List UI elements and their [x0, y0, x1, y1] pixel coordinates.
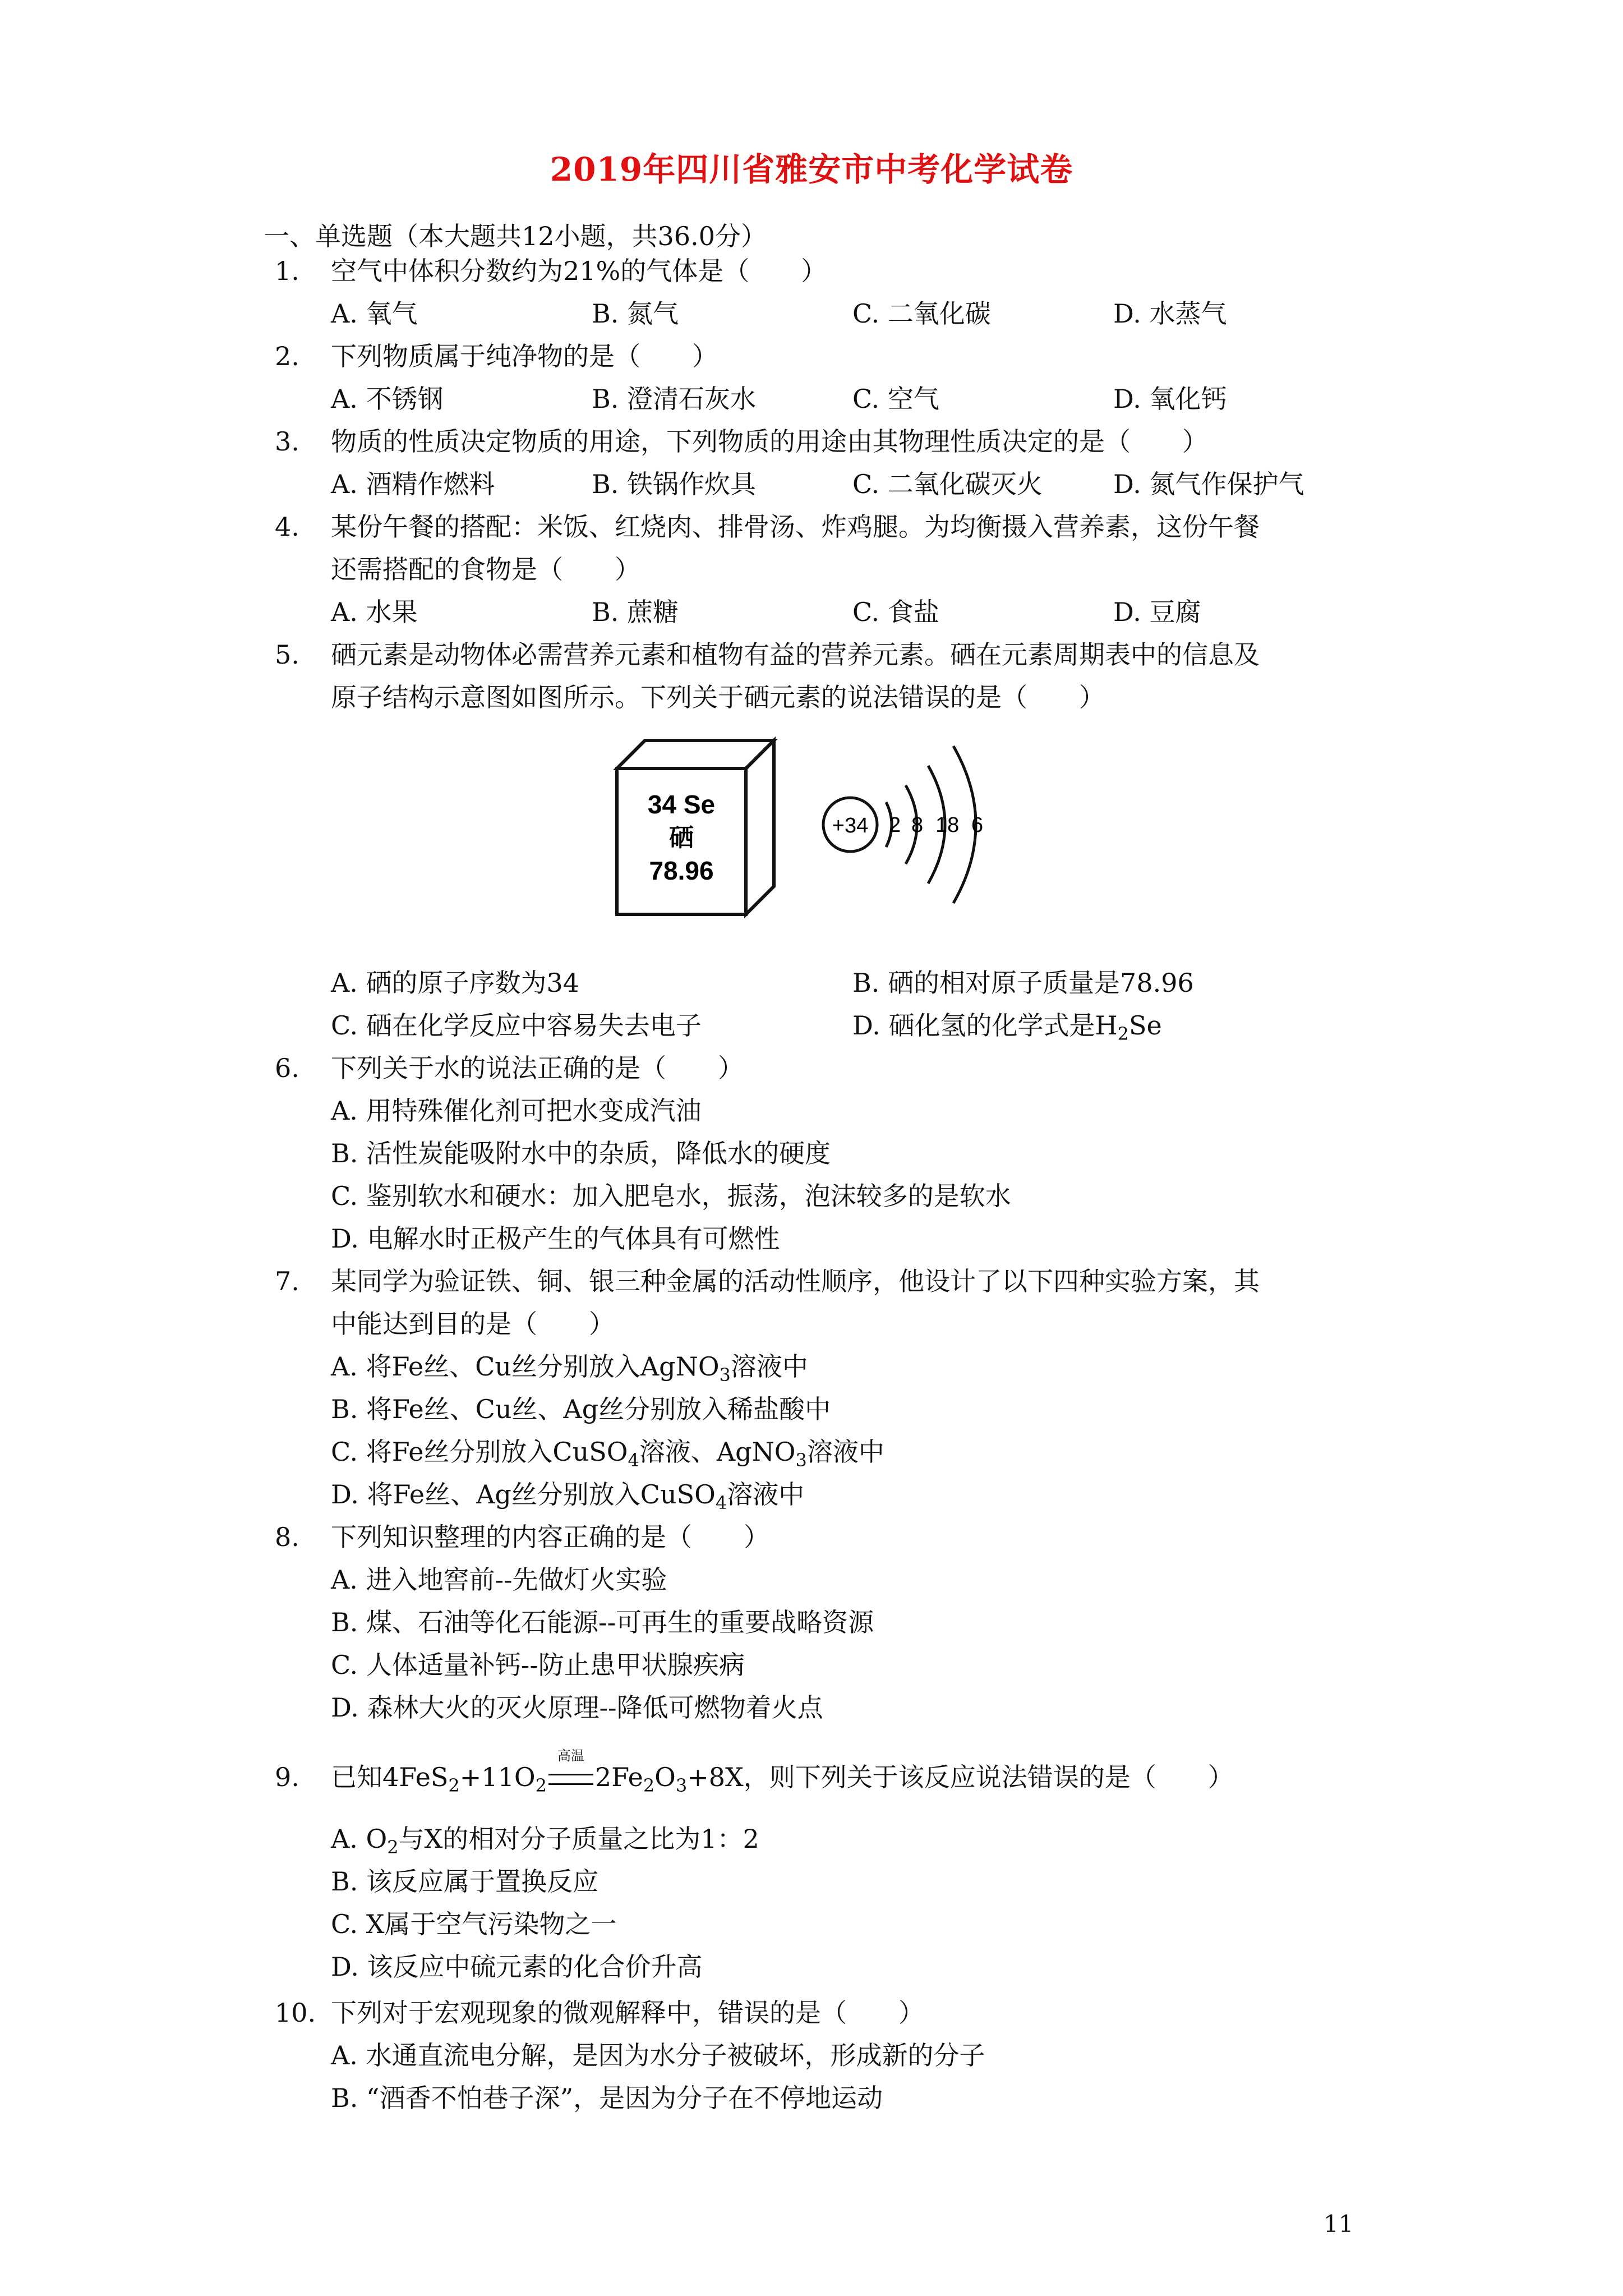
- option-a: A. 用特殊催化剂可把水变成汽油: [331, 1096, 702, 1126]
- question-number: 8.: [275, 1522, 299, 1552]
- question-stem-line-1: 某份午餐的搭配：米饭、红烧肉、排骨汤、炸鸡腿。为均衡摄入营养素，这份午餐: [331, 512, 1260, 542]
- question-4: [0, 505, 1623, 640]
- option-d: D. 豆腐: [1113, 597, 1201, 627]
- selenium-figure: [606, 729, 1009, 942]
- question-5-options: [0, 961, 1623, 1051]
- option-b: B. 该反应属于置换反应: [331, 1866, 599, 1897]
- option-d: D. 电解水时正极产生的气体具有可燃性: [331, 1223, 780, 1254]
- question-number: 4.: [275, 512, 299, 542]
- option-a: A. 水通直流电分解，是因为水分子被破坏，形成新的分子: [331, 2040, 985, 2070]
- option-a: A. 不锈钢: [331, 384, 444, 414]
- question-6: [0, 1047, 1623, 1266]
- option-d: D. 氮气作保护气: [1113, 469, 1304, 499]
- question-stem-line-2: 原子结构示意图如图所示。下列关于硒元素的说法错误的是（ ）: [331, 682, 1105, 712]
- question-9: [0, 1745, 1623, 2003]
- question-stem: 下列知识整理的内容正确的是（ ）: [331, 1522, 769, 1552]
- reaction-condition: 高温: [557, 1748, 584, 1764]
- option-a: A. 将Fe丝、Cu丝分别放入AgNO$_3$溶液中: [331, 1351, 808, 1386]
- element-symbol-line: 34 Se: [647, 790, 716, 819]
- option-b: B. 铁锅作炊具: [592, 469, 757, 499]
- option-d: D. 森林大火的灭火原理--降低可燃物着火点: [331, 1692, 823, 1723]
- option-b: B. 澄清石灰水: [592, 384, 757, 414]
- shell-4-electrons: 6: [971, 813, 984, 837]
- option-a: A. $O_2$与X的相对分子质量之比为1：2: [331, 1824, 759, 1858]
- option-c: C. 硒在化学反应中容易失去电子: [331, 1010, 702, 1041]
- question-stem: 下列对于宏观现象的微观解释中，错误的是（ ）: [331, 1998, 924, 2028]
- question-8: [0, 1516, 1623, 1734]
- option-b: B. 氮气: [592, 298, 679, 329]
- question-1: [0, 250, 1623, 339]
- option-a: A. 酒精作燃料: [331, 469, 495, 499]
- periodic-table-cell: [617, 740, 774, 914]
- question-number: 10.: [275, 1998, 316, 2028]
- question-number: 6.: [275, 1053, 299, 1083]
- question-stem-line-1: 硒元素是动物体必需营养元素和植物有益的营养元素。硒在元素周期表中的信息及: [331, 639, 1260, 670]
- option-b: B. 将Fe丝、Cu丝、Ag丝分别放入稀盐酸中: [331, 1394, 831, 1424]
- question-stem-line-2: 中能达到目的是（ ）: [331, 1309, 615, 1339]
- option-d: D. 该反应中硫元素的化合价升高: [331, 1952, 703, 1982]
- question-stem-equation: 已知$4FeS_2+11O_2$ 高温 $2Fe_2O_3+8X$，则下列关于该反应说法错误的是（ ）: [331, 1756, 1374, 1807]
- section-heading: 一、单选题（本大题共12小题，共36.0分）: [264, 221, 767, 251]
- page-title: 2019年四川省雅安市中考化学试卷: [550, 150, 1073, 188]
- option-b: B. 煤、石油等化石能源--可再生的重要战略资源: [331, 1607, 874, 1637]
- question-number: 3.: [275, 426, 299, 457]
- shell-2-electrons: 8: [911, 813, 924, 837]
- question-stem: 下列关于水的说法正确的是（ ）: [331, 1053, 744, 1083]
- question-number: 7.: [275, 1266, 299, 1296]
- question-number: 2.: [275, 341, 299, 371]
- option-b: B. “酒香不怕巷子深”，是因为分子在不停地运动: [331, 2083, 883, 2113]
- option-d: D. 将Fe丝、Ag丝分别放入CuSO$_4$溶液中: [331, 1479, 805, 1514]
- question-stem: 物质的性质决定物质的用途，下列物质的用途由其物理性质决定的是（ ）: [331, 426, 1208, 457]
- option-c: C. 人体适量补钙--防止患甲状腺疾病: [331, 1650, 745, 1680]
- atomic-structure-diagram: [823, 746, 983, 903]
- nucleus-charge: +34: [832, 814, 869, 838]
- option-c: C. 二氧化碳灭火: [852, 469, 1043, 499]
- question-10: [0, 1991, 1623, 2126]
- question-3: [0, 420, 1623, 510]
- option-a: A. 水果: [331, 597, 418, 627]
- option-a: A. 硒的原子序数为34: [331, 968, 579, 998]
- option-c: C. 空气: [852, 384, 939, 414]
- question-number: 9.: [275, 1762, 299, 1792]
- question-stem-line-1: 某同学为验证铁、铜、银三种金属的活动性顺序，他设计了以下四种实验方案，其: [331, 1266, 1260, 1296]
- option-c: C. 鉴别软水和硬水：加入肥皂水，振荡，泡沫较多的是软水: [331, 1181, 1011, 1211]
- question-2: [0, 335, 1623, 425]
- question-stem: 下列物质属于纯净物的是（ ）: [331, 341, 718, 371]
- question-stem: 空气中体积分数约为21%的气体是（ ）: [331, 256, 827, 286]
- option-b: B. 硒的相对原子质量是78.96: [852, 968, 1194, 998]
- question-7: [0, 1260, 1623, 1524]
- element-mass: 78.96: [649, 856, 714, 885]
- option-d: D. 硒化氢的化学式是$H_2Se$: [852, 1010, 1162, 1045]
- option-b: B. 活性炭能吸附水中的杂质，降低水的硬度: [331, 1138, 831, 1168]
- options: [331, 463, 1374, 505]
- option-d: D. 水蒸气: [1113, 298, 1227, 329]
- element-name: 硒: [669, 823, 694, 852]
- page-number: 11: [1324, 2210, 1354, 2238]
- option-a: A. 氧气: [331, 298, 418, 329]
- shell-1-electrons: 2: [889, 813, 901, 837]
- option-c: C. 将Fe丝分别放入CuSO$_4$溶液、AgNO$_3$溶液中: [331, 1437, 884, 1471]
- option-c: C. 二氧化碳: [852, 298, 991, 329]
- question-5: [0, 633, 1623, 729]
- option-c: C. X属于空气污染物之一: [331, 1909, 617, 1939]
- question-number: 1.: [275, 256, 299, 286]
- option-d: D. 氧化钙: [1113, 384, 1227, 414]
- options-row-1: [331, 961, 1374, 1004]
- options: [331, 591, 1374, 633]
- options: [331, 292, 1374, 335]
- option-a: A. 进入地窖前--先做灯火实验: [331, 1565, 667, 1595]
- options: [331, 378, 1374, 420]
- question-number: 5.: [275, 639, 299, 670]
- option-b: B. 蔗糖: [592, 597, 679, 627]
- option-c: C. 食盐: [852, 597, 939, 627]
- shell-3-electrons: 18: [935, 813, 960, 837]
- question-stem-line-2: 还需搭配的食物是（ ）: [331, 554, 640, 585]
